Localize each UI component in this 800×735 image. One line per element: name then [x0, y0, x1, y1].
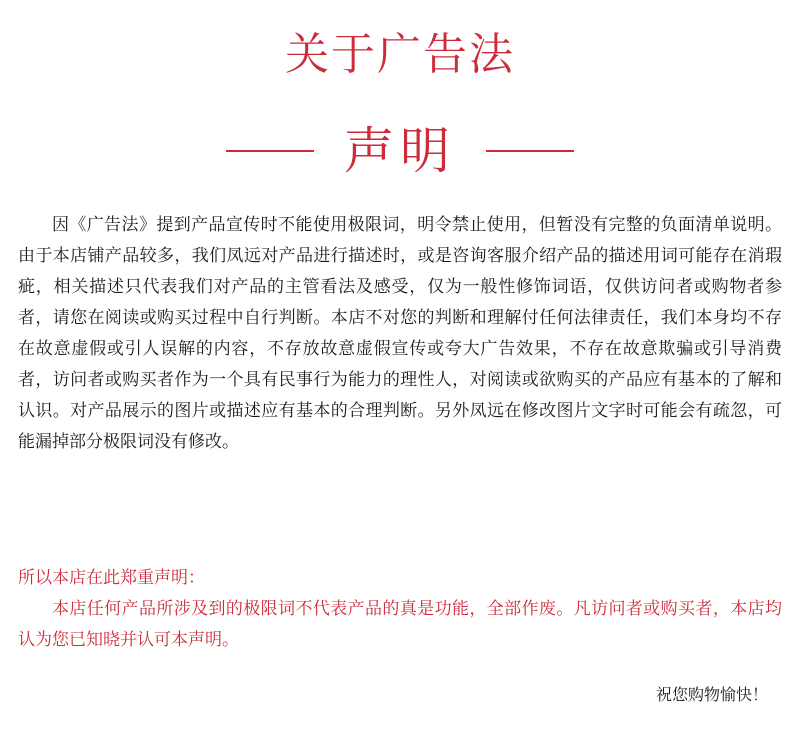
notice-heading: 所以本店在此郑重声明：	[18, 568, 205, 588]
body-section	[18, 210, 782, 458]
left-dash-rule	[226, 150, 314, 152]
closing-line: 祝您购物愉快！	[655, 685, 768, 704]
notice-paragraph: 本店任何产品所涉及到的极限词不代表产品的真是功能，全部作废。凡访问者或购买者，本店均认为您已知晓并认可本声明。	[18, 599, 782, 650]
notice-section	[18, 563, 782, 656]
page-subtitle: 声明	[344, 122, 456, 180]
right-dash-rule	[486, 150, 574, 152]
page-title: 关于广告法	[285, 29, 515, 80]
body-paragraph: 因《广告法》提到产品宣传时不能使用极限词，明令禁止使用，但暂没有完整的负面清单说明。由于本店铺产品较多，我们凤远对产品进行描述时，或是咨询客服介绍产品的描述用词可能存在消瑕疵，相关描述只代表我们对产品的主管看法及感受，仅为一般性修饰词语，仅供访问者或购物者参者，请您在阅读或购买过程中自行判断。本店不对您的判断和理解付任何法律责任，我们本身均不存在故意虚假或引人误解的内容，不存放故意虚假宣传或夸大广告效果，不存在故意欺骗或引导消费者，访问者或购买者作为一个具有民事行为能力的理性人，对阅读或欲购买的产品应有基本的了解和认识。对产品展示的图片或描述应有基本的合理判断。另外凤远在修改图片文字时可能会有疏忽，可能漏掉部分极限词没有修改。	[18, 215, 782, 452]
subtitle-row	[0, 118, 800, 184]
